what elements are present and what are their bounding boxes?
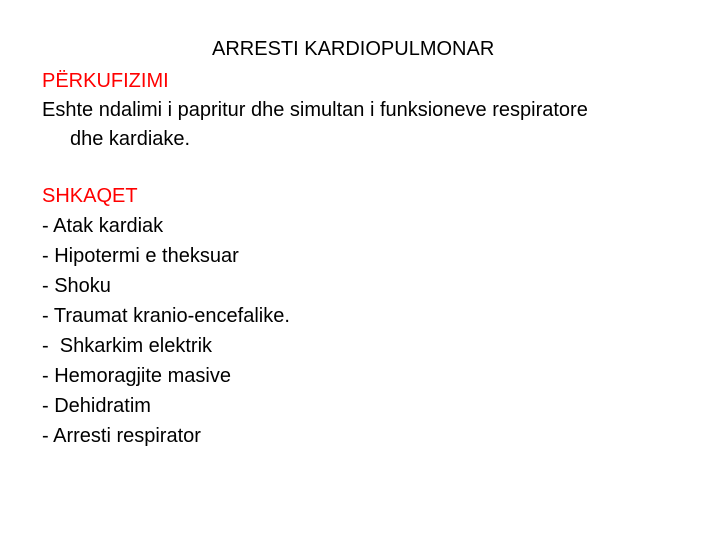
list-item: - Dehidratim bbox=[42, 395, 151, 417]
list-item: - Hipotermi e theksuar bbox=[42, 245, 239, 267]
causes-list bbox=[42, 211, 702, 451]
definition-heading: PËRKUFIZIMI bbox=[42, 70, 169, 92]
definition-text bbox=[42, 96, 702, 154]
causes-heading: SHKAQET bbox=[42, 185, 138, 207]
definition-line-1: Eshte ndalimi i papritur dhe simultan i funksioneve respiratore bbox=[42, 99, 588, 121]
list-item: - Arresti respirator bbox=[42, 425, 201, 447]
section-spacer bbox=[42, 154, 702, 181]
list-item: - Atak kardiak bbox=[42, 215, 164, 237]
slide-body bbox=[42, 66, 702, 451]
list-item: - Hemoragjite masive bbox=[42, 365, 231, 387]
list-item: - Shkarkim elektrik bbox=[42, 335, 213, 357]
list-item: - Traumat kranio-encefalike. bbox=[42, 305, 290, 327]
slide-title: ARRESTI KARDIOPULMONAR bbox=[212, 38, 495, 60]
list-item: - Shoku bbox=[42, 275, 111, 297]
definition-line-2: dhe kardiake. bbox=[70, 128, 191, 150]
